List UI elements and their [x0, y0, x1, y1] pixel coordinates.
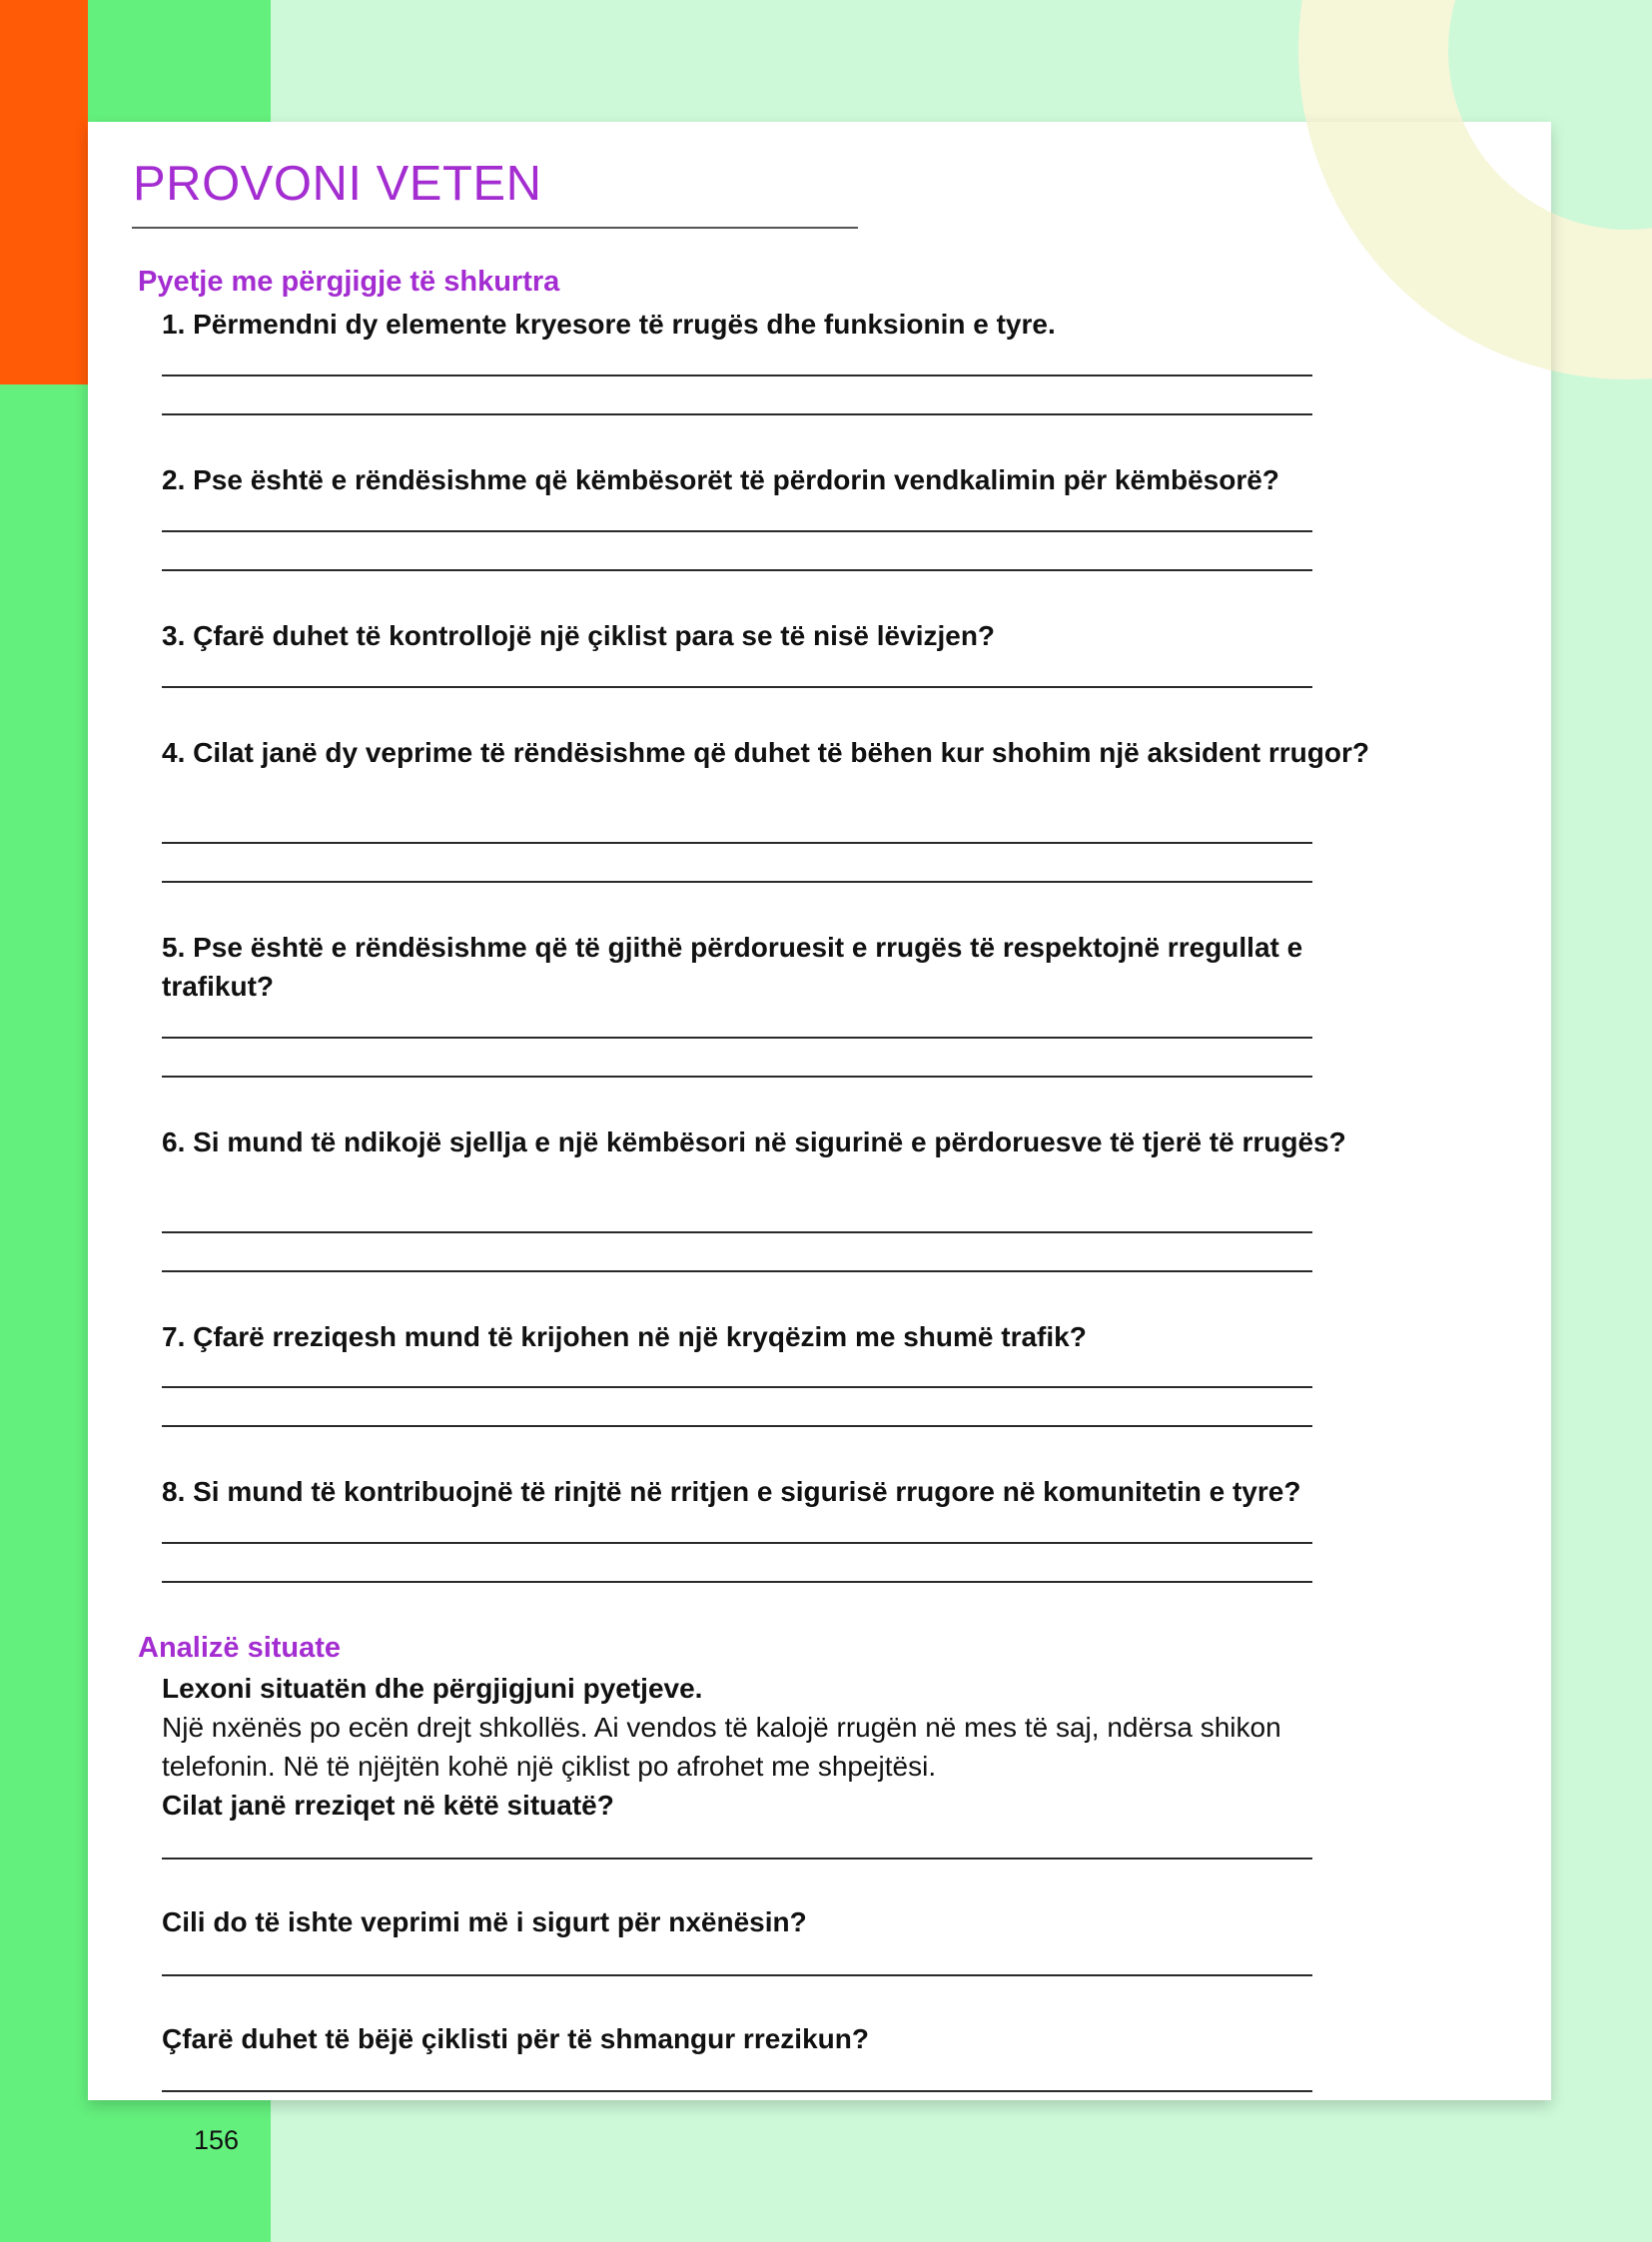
answer-line[interactable]	[162, 881, 1312, 883]
answer-line[interactable]	[162, 1581, 1312, 1583]
worksheet-card	[88, 122, 1551, 2100]
question-6: 6. Si mund të ndikojë sjellja e një këmbësori në sigurinë e përdoruesve të tjerë të rrugës?	[162, 1126, 1346, 1157]
answer-line[interactable]	[162, 1386, 1312, 1388]
scenario-text: Një nxënës po ecën drejt shkollës. Ai vendos të kalojë rrugën në mes të saj, ndërsa shikon telefonin. Në të njëjtën kohë një çiklist po afrohet me shpejtësi.	[162, 1712, 1281, 1782]
answer-line[interactable]	[162, 1858, 1312, 1860]
answer-line[interactable]	[162, 1425, 1312, 1427]
question-2: 2. Pse është e rëndësishme që këmbësorët të përdorin vendkalimin për këmbësorë?	[162, 464, 1279, 495]
answer-line[interactable]	[162, 2090, 1312, 2092]
answer-line[interactable]	[162, 413, 1312, 415]
question-3: 3. Çfarë duhet të kontrollojë një çiklist para se të nisë lëvizjen?	[162, 620, 996, 651]
answer-line[interactable]	[162, 686, 1312, 688]
answer-line[interactable]	[162, 569, 1312, 571]
title-underline	[132, 227, 858, 229]
orange-side-band	[0, 0, 88, 384]
answer-line[interactable]	[162, 1974, 1312, 1976]
question-1: 1. Përmendni dy elemente kryesore të rrugës dhe funksionin e tyre.	[162, 309, 1056, 340]
answer-line[interactable]	[162, 1037, 1312, 1039]
green-side-band	[0, 384, 88, 2242]
question-4: 4. Cilat janë dy veprime të rëndësishme që duhet të bëhen kur shohim një aksident rrugor?	[162, 737, 1369, 768]
answer-line[interactable]	[162, 1231, 1312, 1233]
answer-line[interactable]	[162, 842, 1312, 844]
page-title: PROVONI VETEN	[133, 157, 542, 211]
analysis-question-1: Cilat janë rreziqet në këtë situatë?	[162, 1790, 614, 1821]
answer-line[interactable]	[162, 1542, 1312, 1544]
analysis-heading: Analizë situate	[138, 1632, 342, 1664]
question-5: 5. Pse është e rëndësishme që të gjithë përdoruesit e rrugës të respektojnë rregullat e trafikut?	[162, 932, 1303, 1002]
answer-line[interactable]	[162, 530, 1312, 532]
worksheet-content	[88, 122, 1551, 2100]
question-8: 8. Si mund të kontribuojnë të rinjtë në rritjen e sigurisë rrugore në komunitetin e tyre?	[162, 1476, 1301, 1507]
answer-line[interactable]	[162, 374, 1312, 376]
analysis-question-2: Cili do të ishte veprimi më i sigurt për nxënësin?	[162, 1906, 807, 1937]
answer-line[interactable]	[162, 1270, 1312, 1272]
analysis-question-3: Çfarë duhet të bëjë çiklisti për të shmangur rrezikun?	[162, 2023, 869, 2054]
page-number: 156	[194, 2125, 240, 2155]
analysis-instruction: Lexoni situatën dhe përgjigjuni pyetjeve.	[162, 1673, 703, 1704]
short-answers-heading: Pyetje me përgjigje të shkurtra	[138, 266, 560, 298]
answer-line[interactable]	[162, 1076, 1312, 1078]
question-7: 7. Çfarë rreziqesh mund të krijohen në një kryqëzim me shumë trafik?	[162, 1321, 1087, 1352]
